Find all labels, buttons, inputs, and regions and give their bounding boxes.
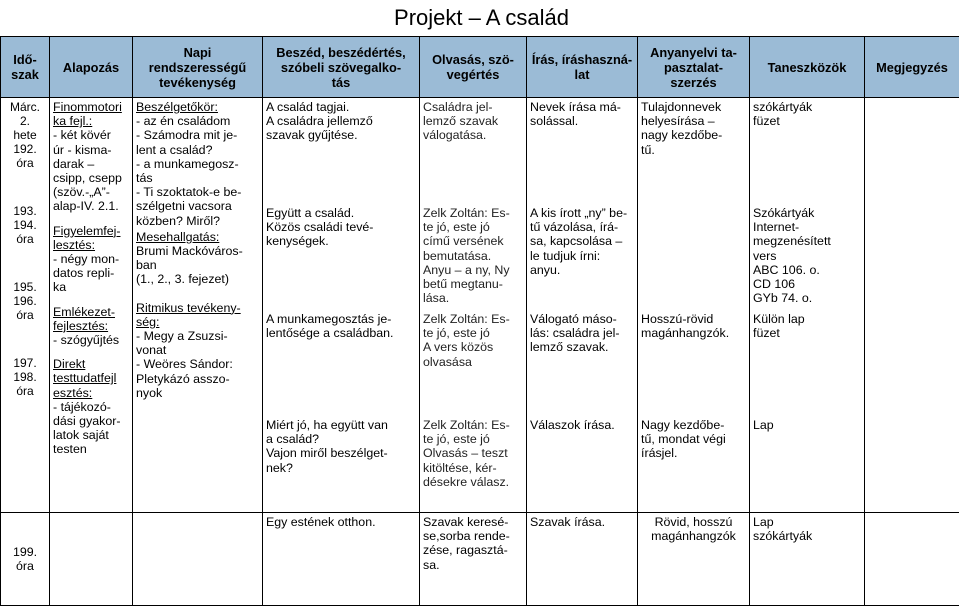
beszed-cell — [263, 98, 420, 513]
beszelgetokor-text: - az én családom - Számodra mit je- lent a család? - a munkamegosz- tás - Ti szoktatok-e be- szélgetni vacsora közben? Miről? — [136, 114, 242, 228]
time-label: óra — [16, 232, 34, 246]
time-label: 2. — [19, 114, 30, 128]
time-label: Márc. — [10, 100, 40, 114]
anyanyelvi-item: Tulajdonnevek helyesírása – nagy kezdőbe- tű. — [641, 100, 723, 157]
anyanyelvi-item: Hosszú-rövid magánhangzók. — [641, 312, 730, 341]
time-label: 195. — [13, 280, 37, 294]
page-title: Projekt – A család — [394, 5, 569, 30]
beszed-item: Miért jó, ha együtt van a család? Vajon miről beszélget- nek? — [266, 418, 388, 475]
finommotorika-text: - két kövér úr - kisma- darak – csipp, csepp (szöv.-„A”- alap-IV. 2.1. — [53, 128, 122, 214]
header-idoszak: Idő- szak — [1, 37, 50, 98]
header-alapozas: Alapozás — [50, 37, 133, 98]
taneszkozok-item: Külön lap füzet — [753, 312, 805, 341]
header-olvasas: Olvasás, szö- vegértés — [420, 37, 527, 98]
alapozas-cell — [50, 98, 133, 513]
olvasas-item: Családra jel- lemző szavak válogatása. — [423, 100, 499, 143]
time-cell — [1, 98, 50, 513]
figyelem-title: Figyelemfej- lesztés: — [53, 223, 121, 252]
mesehallgatas-text: Brumi Mackóváros- ban (1., 2., 3. fejezet) — [136, 244, 243, 287]
figyelem-text: - négy mon- datos repli- ka — [53, 252, 120, 295]
anyanyelvi-cell — [638, 98, 750, 513]
header-anyanyelvi: Anyanyelvi ta- pasztalat- szerzés — [638, 37, 750, 98]
beszed-item: Együtt a család. Közös családi tevé- kenységek. — [266, 206, 374, 249]
time-label: 196. — [13, 294, 37, 308]
time-label: 192. — [13, 142, 37, 156]
ritmikus-title: Ritmikus tevékeny- ség: — [136, 300, 241, 329]
testtudat-text: - tájékozó- dási gyakor- latok saját testen — [53, 399, 121, 457]
time-label: óra — [16, 384, 34, 398]
alapozas-cell — [50, 513, 133, 606]
header-napi: Napi rendszerességű tevékenység — [133, 37, 263, 98]
beszed-item: A család tagjai. A családra jellemző szavak gyűjtése. — [266, 100, 373, 143]
taneszkozok-cell — [750, 98, 865, 513]
napi-cell — [133, 513, 263, 606]
beszed-cell: Egy estének otthon. — [263, 513, 420, 606]
iras-cell: Szavak írása. — [527, 513, 638, 606]
olvasas-item: Zelk Zoltán: Es- te jó, este jó Olvasás – teszt kitöltése, kér- désekre válasz. — [423, 418, 510, 489]
time-cell: 199. óra — [1, 513, 50, 606]
iras-item: A kis írott „ny” be- tű vázolása, írá- sa, kapcsolása – le tudjuk írni: anyu. — [530, 206, 628, 277]
taneszkozok-item: Lap — [753, 418, 774, 432]
taneszkozok-item: szókártyák füzet — [753, 100, 813, 129]
ritmikus-text: - Megy a Zsuzsi- vonat - Weöres Sándor: Pletykázó asszo- nyok — [136, 329, 233, 400]
napi-cell — [133, 98, 263, 513]
olvasas-cell — [420, 98, 527, 513]
header-row — [1, 37, 959, 98]
mesehallgatas-title: Mesehallgatás: — [136, 229, 220, 244]
time-label: 197. — [13, 356, 37, 370]
header-beszed: Beszéd, beszédértés, szóbeli szövegalko- tás — [263, 37, 420, 98]
testtudat-title: Direkt testtudatfejl esztés: — [53, 357, 117, 400]
header-megjegyzes: Megjegyzés — [865, 37, 959, 98]
beszed-item: A munkamegosztás je- lentősége a családban. — [266, 312, 394, 341]
emlekezet-text: - szógyűjtés — [53, 333, 120, 348]
beszelgetokor-title: Beszélgetőkör: — [136, 100, 218, 114]
anyanyelvi-cell: Rövid, hosszú magánhangzók — [638, 513, 750, 606]
iras-item: Válaszok írása. — [530, 418, 615, 432]
olvasas-item: Zelk Zoltán: Es- te jó, este jó A vers közös olvasása — [423, 312, 510, 369]
taneszkozok-item: Szókártyák Internet- megzenésített vers ABC 106. o. CD 106 GYb 74. o. — [753, 206, 831, 306]
project-plan-table — [0, 36, 959, 606]
megjegyzes-cell — [865, 98, 959, 513]
time-label: óra — [16, 308, 34, 322]
iras-item: Nevek írása má- solással. — [530, 100, 621, 129]
olvasas-item: Zelk Zoltán: Es- te jó, este jó című versének bemutatása. Anyu – a ny, Ny betű megtanu- lása. — [423, 206, 510, 306]
header-iras: Írás, íráshaszná- lat — [527, 37, 638, 98]
iras-cell — [527, 98, 638, 513]
table-row — [1, 98, 959, 513]
finommotorika-title: Finommotori ka fejl.: — [53, 100, 122, 129]
anyanyelvi-item: Nagy kezdőbe- tű, mondat végi írásjel. — [641, 418, 726, 461]
time-label: hete — [13, 128, 37, 142]
taneszkozok-cell: Lap szókártyák — [750, 513, 865, 606]
time-label: óra — [16, 156, 34, 170]
megjegyzes-cell — [865, 513, 959, 606]
anyanyelvi-item — [641, 206, 746, 312]
time-label: 198. — [13, 370, 37, 384]
header-taneszkozok: Taneszközök — [750, 37, 865, 98]
olvasas-cell: Szavak keresé- se,sorba rende- zése, ragasztá- sa. — [420, 513, 527, 606]
emlekezet-title: Emlékezet- fejlesztés: — [53, 304, 115, 333]
iras-item: Válogató máso- lás: családra jel- lemző szavak. — [530, 312, 620, 355]
time-label: 193. — [13, 204, 37, 218]
time-label: 194. — [13, 218, 37, 232]
table-row — [1, 513, 959, 606]
